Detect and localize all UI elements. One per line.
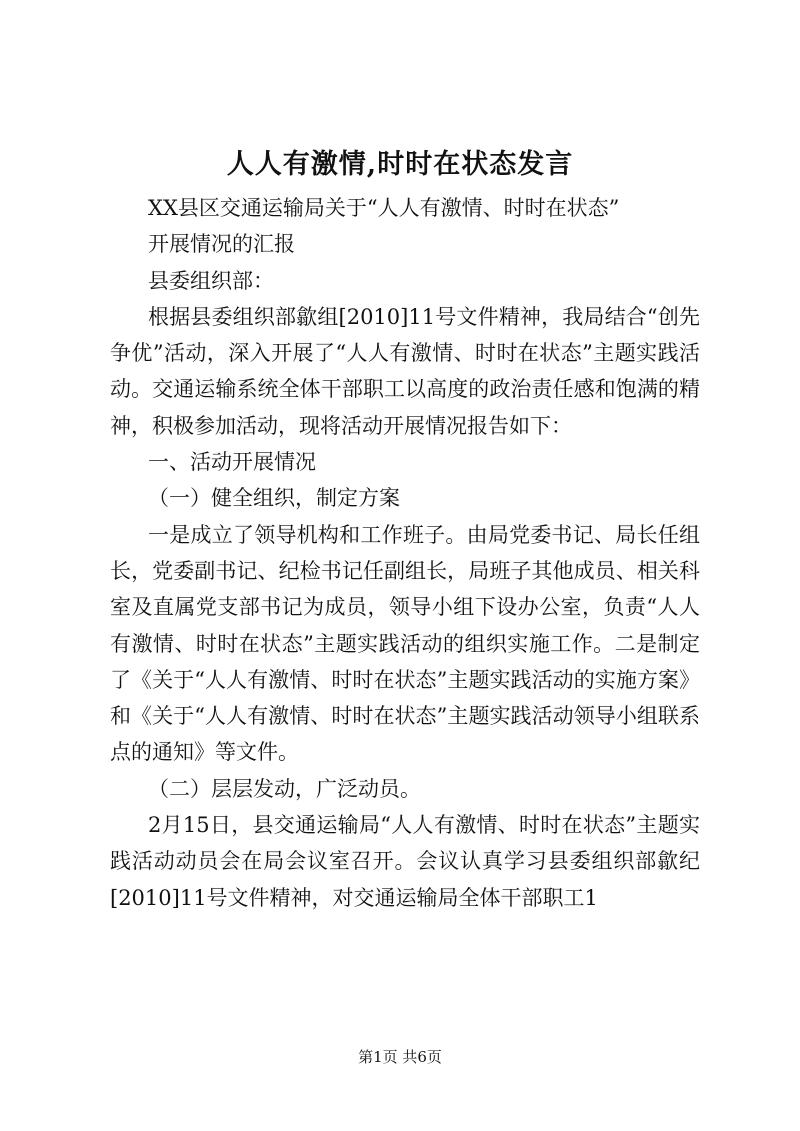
body-paragraph-1: 一是成立了领导机构和工作班子。由局党委书记、局长任组长，党委副书记、纪检书记任副组长，局班子其他成员、相关科室及直属党支部书记为成员，领导小组下设办公室，负责“人人有激情、时时在状态”主题实践活动的组织实施工作。二是制定了《关于“人人有激情、时时在状态”主题实践活动的实施方案》和《关于“人人有激情、时时在状态”主题实践活动领导小组联系点的通知》等文件。 <box>110 522 700 765</box>
intro-paragraph: 根据县委组织部歙组[2010]11号文件精神，我局结合“创先争优”活动，深入开展了“人人有激情、时时在状态”主题实践活动。交通运输系统全体干部职工以高度的政治责任感和饱满的精神，积极参加活动，现将活动开展情况报告如下： <box>110 304 700 438</box>
report-subject-line-2: 开展情况的汇报 <box>148 232 295 257</box>
page-number-footer: 第1页 共6页 <box>358 1048 442 1066</box>
document-title: 人人有激情,时时在状态发言 <box>226 149 574 180</box>
section-heading-1: 一、活动开展情况 <box>148 450 316 475</box>
body-paragraph-2: 2月15日，县交通运输局“人人有激情、时时在状态”主题实践活动动员会在局会议室召开。会议认真学习县委组织部歙纪[2010]11号文件精神，对交通运输局全体干部职工1 <box>110 813 700 910</box>
document-body <box>110 190 700 916</box>
subsection-heading-1: （一）健全组织，制定方案 <box>148 486 400 511</box>
report-subject-line: XX县区交通运输局关于“人人有激情、时时在状态” <box>148 196 620 220</box>
subsection-heading-2: （二）层层发动，广泛动员。 <box>148 776 421 801</box>
salutation: 县委组织部： <box>148 268 274 293</box>
